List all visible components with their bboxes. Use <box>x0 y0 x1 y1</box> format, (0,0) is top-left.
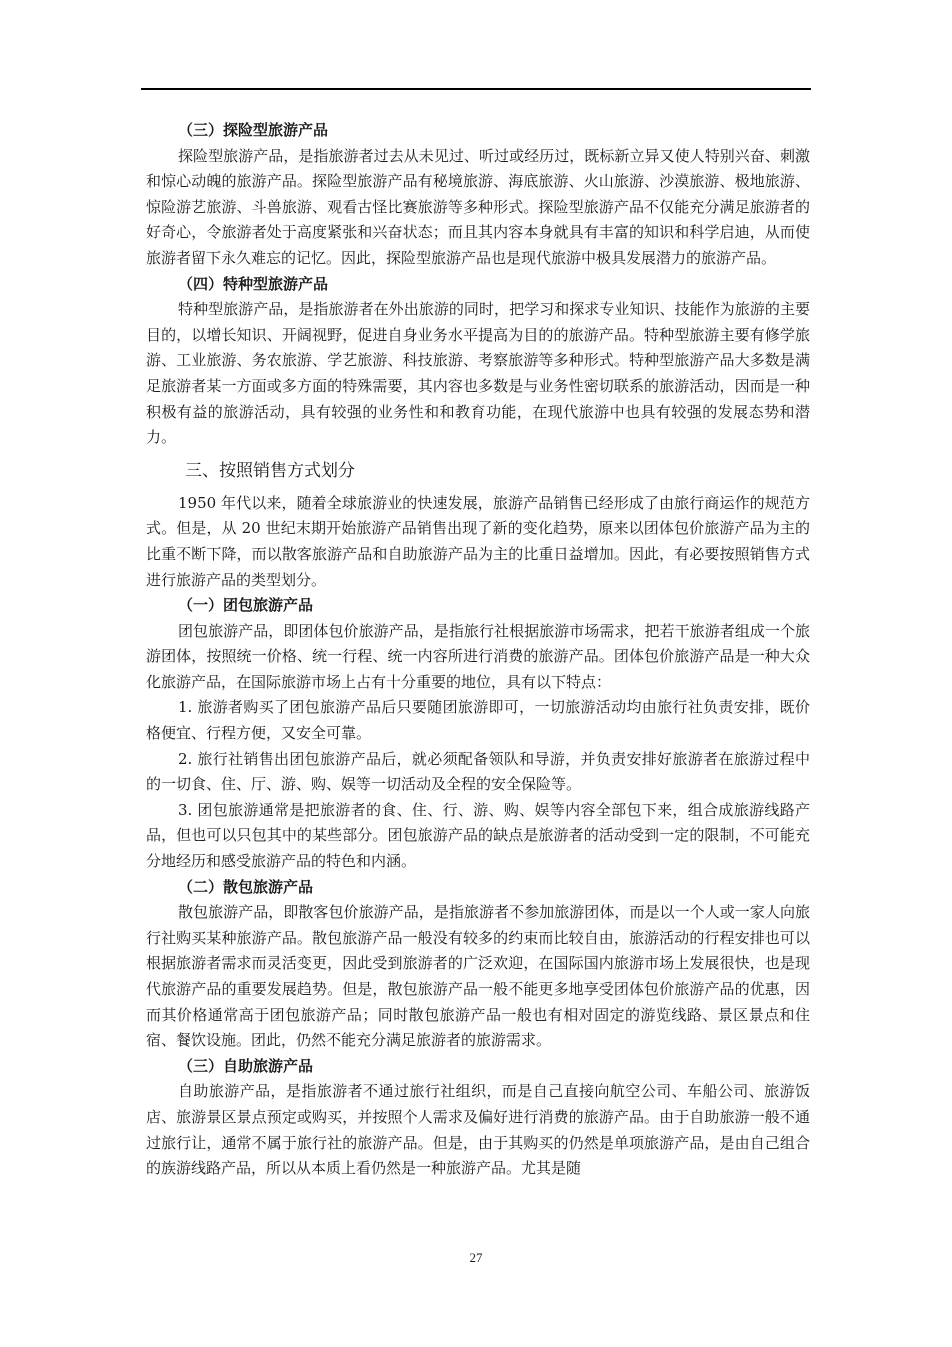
header-rule <box>141 88 811 90</box>
paragraph: 探险型旅游产品，是指旅游者过去从未见过、听过或经历过，既标新立异又使人特别兴奋、刺激和惊心动魄的旅游产品。探险型旅游产品有秘境旅游、海底旅游、火山旅游、沙漠旅游、极地旅游、惊险游艺旅游、斗兽旅游、观看古怪比赛旅游等多种形式。探险型旅游产品不仅能充分满足旅游者的好奇心，令旅游者处于高度紧张和兴奋状态；而且其内容本身就具有丰富的知识和科学启迪，从而使旅游者留下永久难忘的记忆。因此，探险型旅游产品也是现代旅游中极具发展潜力的旅游产品。 <box>146 146 810 267</box>
section-heading: （二）散包旅游产品 <box>178 877 314 896</box>
paragraph: 散包旅游产品，即散客包价旅游产品，是指旅游者不参加旅游团体，而是以一个人或一家人向旅行社购买某种旅游产品。散包旅游产品一般没有较多的约束而比较自由，旅游活动的行程安排也可以根据旅游者需求而灵活变更，因此受到旅游者的广泛欢迎，在国际国内旅游市场上发展很快，也是现代旅游产品的重要发展趋势。但是，散包旅游产品一般不能更多地享受团体包价旅游产品的优惠，因而其价格通常高于团包旅游产品；同时散包旅游产品一般也有相对固定的游览线路、景区景点和住宿、餐饮设施。团此，仍然不能充分满足旅游者的旅游需求。 <box>146 903 810 1050</box>
page-body <box>146 118 810 1182</box>
section-heading: （三）探险型旅游产品 <box>178 121 329 139</box>
list-paragraph: 1. 旅游者购买了团包旅游产品后只要随团旅游即可，一切旅游活动均由旅行社负责安排，既价格便宜、行程方便，又安全可靠。 <box>146 698 810 743</box>
list-paragraph: 2. 旅行社销售出团包旅游产品后，就必须配备领队和导游，并负责安排好旅游者在旅游过程中的一切食、住、厅、游、购、娱等一切活动及全程的安全保险等。 <box>146 749 810 794</box>
section-heading: （一）团包旅游产品 <box>178 596 314 615</box>
paragraph: 自助旅游产品，是指旅游者不通过旅行社组织，而是自己直接向航空公司、车船公司、旅游饭店、旅游景区景点预定或购买，并按照个人需求及偏好进行消费的旅游产品。由于自助旅游一般不通过旅行让，通常不属于旅行社的旅游产品。但是，由于其购买的仍然是单项旅游产品，是由自己组合的族游线路产品，所以从本质上看仍然是一种旅游产品。尤其是随 <box>146 1082 810 1178</box>
chapter-heading: 三、按照销售方式划分 <box>185 460 355 481</box>
section-heading: （三）自助旅游产品 <box>178 1056 314 1075</box>
paragraph: 团包旅游产品，即团体包价旅游产品，是指旅行社根据旅游市场需求，把若干旅游者组成一个旅游团体，按照统一价格、统一行程、统一内容所进行消费的旅游产品。团体包价旅游产品是一种大众化旅游产品，在国际旅游市场上占有十分重要的地位，具有以下特点： <box>146 621 810 691</box>
list-paragraph: 3. 团包旅游通常是把旅游者的食、住、行、游、购、娱等内容全部包下来，组合成旅游线路产品，但也可以只包其中的某些部分。团包旅游产品的缺点是旅游者的活动受到一定的限制，不可能充分地经历和感受旅游产品的特色和内涵。 <box>146 800 810 871</box>
section-heading: （四）特种型旅游产品 <box>178 274 329 293</box>
paragraph: 1950 年代以来，随着全球旅游业的快速发展，旅游产品销售已经形成了由旅行商运作的规范方式。但是，从 20 世纪末期开始旅游产品销售出现了新的变化趋势，原来以团体包价旅游产品为主的比重不断下降，而以散客旅游产品和自助旅游产品为主的比重日益增加。因此，有必要按照销售方式进行旅游产品的类型划分。 <box>146 493 810 589</box>
page-number: 27 <box>469 1250 483 1265</box>
paragraph: 特种型旅游产品，是指旅游者在外出旅游的同时，把学习和探求专业知识、技能作为旅游的主要目的，以增长知识、开阔视野，促进自身业务水平提高为目的的旅游产品。特种型旅游主要有修学旅游、工业旅游、务农旅游、学艺旅游、科技旅游、考察旅游等多种形式。特种型旅游产品大多数是满足旅游者某一方面或多方面的特殊需要，其内容也多数是与业务性密切联系的旅游活动，因而是一种积极有益的旅游活动，具有较强的业务性和和教育功能，在现代旅游中也具有较强的发展态势和潜力。 <box>146 300 810 447</box>
